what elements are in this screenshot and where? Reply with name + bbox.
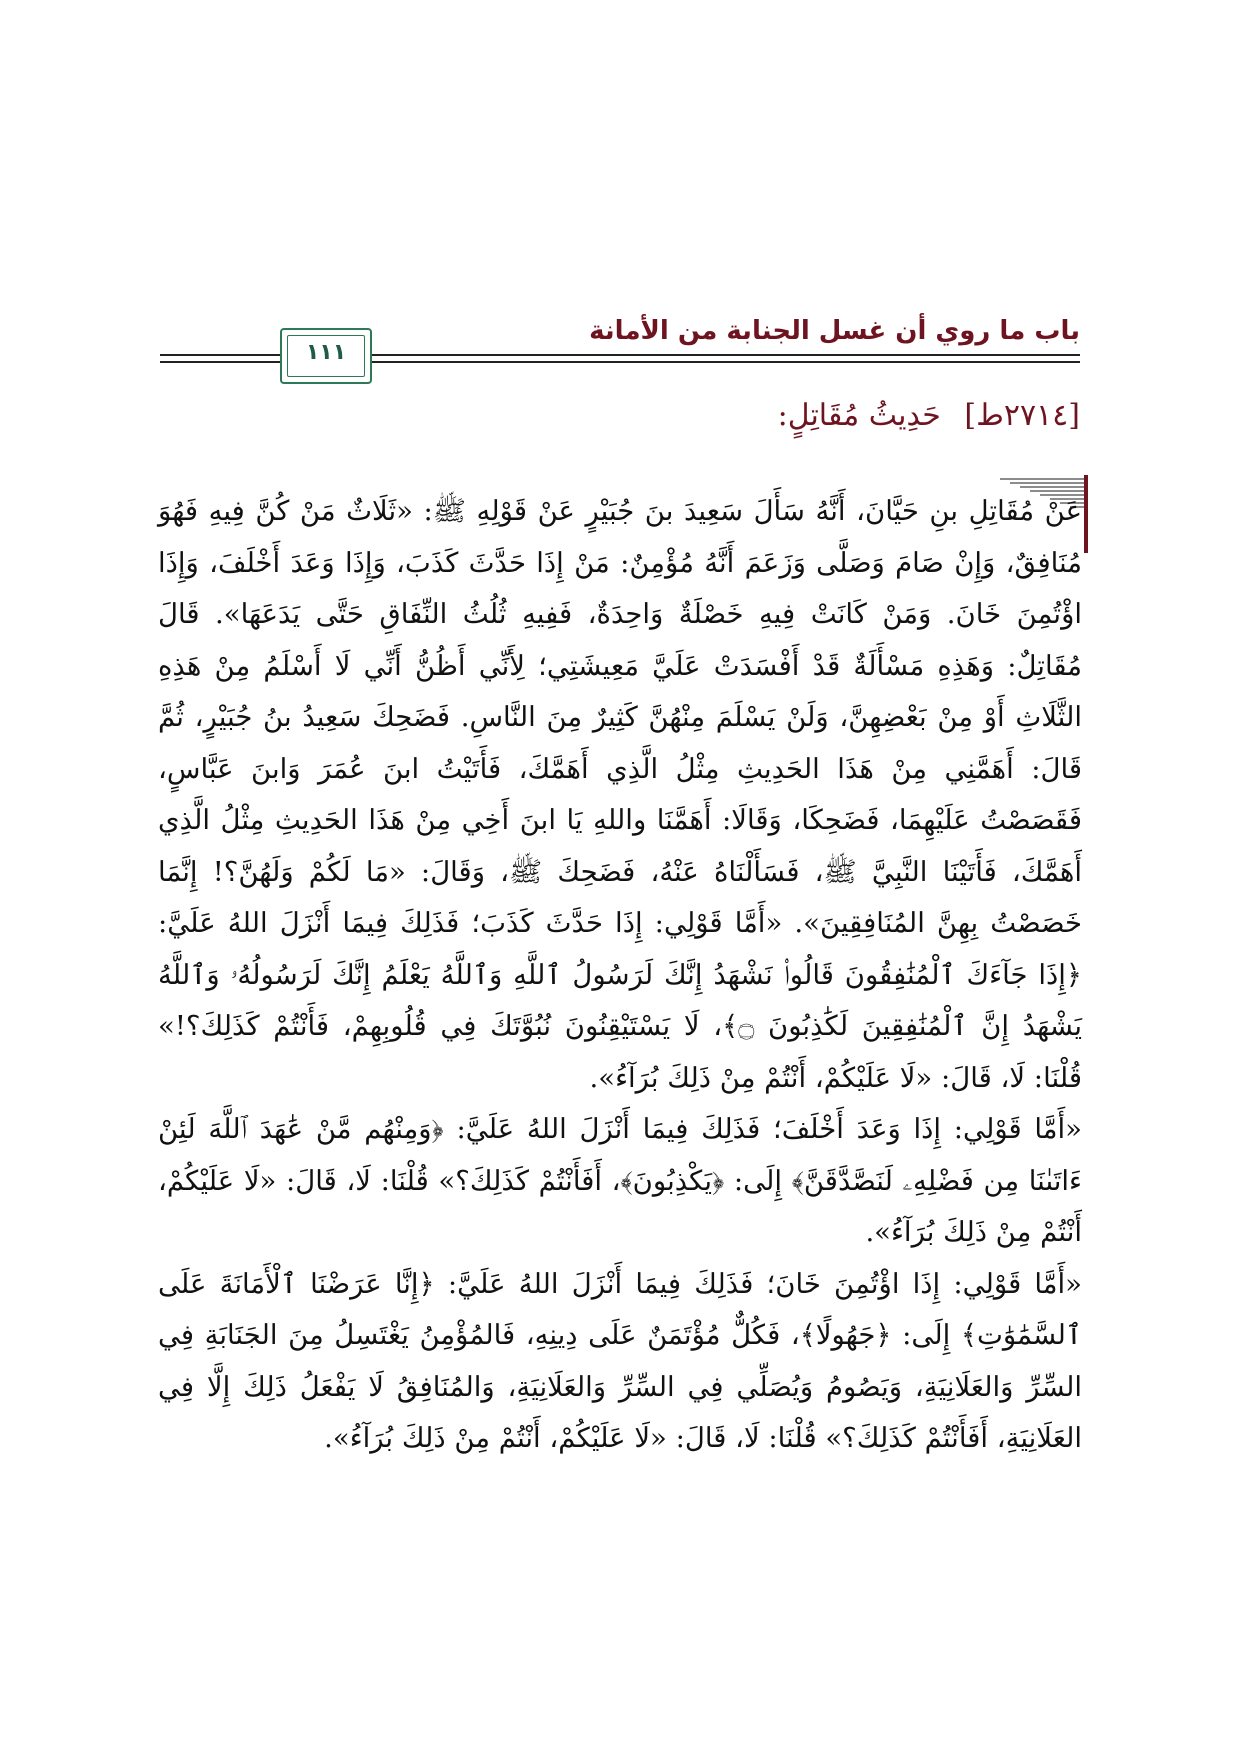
hadith-text bbox=[158, 486, 1082, 1465]
page-number: ١١١ bbox=[305, 340, 347, 365]
section-title bbox=[778, 398, 1080, 433]
hadith-code: [٢٧١٤ط] bbox=[964, 398, 1080, 433]
paragraph: «أَمَّا قَوْلِي: إِذَا وَعَدَ أَخْلَفَ؛ فَذَلِكَ فِيمَا أَنْزَلَ اللهُ عَلَيَّ: ﴿وَمِنْهُم مَّنْ عَٰهَدَ ٱللَّهَ لَئِنْ ءَاتَىٰنَا مِن فَضْلِهِۦ لَنَصَّدَّقَنَّ﴾ إِلَى: ﴿يَكْذِبُونَ﴾، أَفَأَنْتُمْ كَذَلِكَ؟» قُلْنَا: لَا، قَالَ: «لَا عَلَيْكُمْ، أَنْتُمْ مِنْ ذَلِكَ بُرَآءُ». bbox=[158, 1113, 1082, 1248]
page-header bbox=[160, 316, 1080, 376]
hadith-name: حَدِيثُ مُقَاتِلٍ: bbox=[777, 398, 941, 433]
chapter-title: باب ما روي أن غسل الجنابة من الأمانة bbox=[589, 316, 1080, 346]
paragraph: «أَمَّا قَوْلِي: إِذَا اؤْتُمِنَ خَانَ؛ فَذَلِكَ فِيمَا أَنْزَلَ اللهُ عَلَيَّ: ﴿إِنَّا عَرَضْنَا ٱلْأَمَانَةَ عَلَى ٱلسَّمَٰوَٰتِ﴾ إِلَى: ﴿جَهُولًا﴾، فَكُلٌّ مُؤْتَمَنٌ عَلَى دِينِهِ، فَالمُؤْمِنُ يَغْتَسِلُ مِنَ الجَنَابَةِ فِي السِّرِّ وَالعَلَانِيَةِ، وَيَصُومُ وَيُصَلِّي فِي السِّرِّ وَالعَلَانِيَةِ، وَالمُنَافِقُ لَا يَفْعَلُ ذَلِكَ إِلَّا فِي العَلَانِيَةِ، أَفَأَنْتُمْ كَذَلِكَ؟» قُلْنَا: لَا، قَالَ: «لَا عَلَيْكُمْ، أَنْتُمْ مِنْ ذَلِكَ بُرَآءُ». bbox=[158, 1267, 1082, 1454]
paragraph: عَنْ مُقَاتِلِ بنِ حَيَّانَ، أَنَّهُ سَأَلَ سَعِيدَ بنَ جُبَيْرٍ عَنْ قَوْلِهِ ﷺ: «ثَلَاثٌ مَنْ كُنَّ فِيهِ فَهُوَ مُنَافِقٌ، وَإِنْ صَامَ وَصَلَّى وَزَعَمَ أَنَّهُ مُؤْمِنٌ: مَنْ إِذَا حَدَّثَ كَذَبَ، وَإِذَا وَعَدَ أَخْلَفَ، وَإِذَا اؤْتُمِنَ خَانَ. وَمَنْ كَانَتْ فِيهِ خَصْلَةٌ وَاحِدَةٌ، فَفِيهِ ثُلُثُ النِّفَاقِ حَتَّى يَدَعَهَا». قَالَ مُقَاتِلٌ: وَهَذِهِ مَسْأَلَةٌ قَدْ أَفْسَدَتْ عَلَيَّ مَعِيشَتِي؛ لِأَنِّي أَظُنُّ أَنِّي لَا أَسْلَمُ مِنْ هَذِهِ الثَّلَاثِ أَوْ مِنْ بَعْضِهِنَّ، وَلَنْ يَسْلَمَ مِنْهُنَّ كَثِيرٌ مِنَ النَّاسِ. فَضَحِكَ سَعِيدُ بنُ جُبَيْرٍ، ثُمَّ قَالَ: أَهَمَّنِي مِنْ هَذَا الحَدِيثِ مِثْلُ الَّذِي أَهَمَّكَ، فَأَتَيْتُ ابنَ عُمَرَ وَابنَ عَبَّاسٍ، فَقَصَصْتُ عَلَيْهِمَا، فَضَحِكَا، وَقَالَا: أَهَمَّنَا واللهِ يَا ابنَ أَخِي مِنْ هَذَا الحَدِيثِ مِثْلُ الَّذِي أَهَمَّكَ، فَأَتَيْنَا النَّبِيَّ ﷺ، فَسَأَلْنَاهُ عَنْهُ، فَضَحِكَ ﷺ، وَقَالَ: «مَا لَكُمْ وَلَهُنَّ؟! إِنَّمَا خَصَصْتُ بِهِنَّ المُنَافِقِينَ». «أَمَّا قَوْلِي: إِذَا حَدَّثَ كَذَبَ؛ فَذَلِكَ فِيمَا أَنْزَلَ اللهُ عَلَيَّ: ﴿إِذَا جَآءَكَ ٱلْمُنَٰفِقُونَ قَالُوا۟ نَشْهَدُ إِنَّكَ لَرَسُولُ ٱللَّهِ وَٱللَّهُ يَعْلَمُ إِنَّكَ لَرَسُولُهُۥ وَٱللَّهُ يَشْهَدُ إِنَّ ٱلْمُنَٰفِقِينَ لَكَٰذِبُونَ ۝﴾، لَا يَسْتَيْقِنُونَ نُبُوَّتَكَ فِي قُلُوبِهِمْ، فَأَنْتُمْ كَذَلِكَ؟!» قُلْنَا: لَا، قَالَ: «لَا عَلَيْكُمْ، أَنْتُمْ مِنْ ذَلِكَ بُرَآءُ». bbox=[158, 495, 1082, 1094]
page-number-badge bbox=[280, 328, 372, 384]
